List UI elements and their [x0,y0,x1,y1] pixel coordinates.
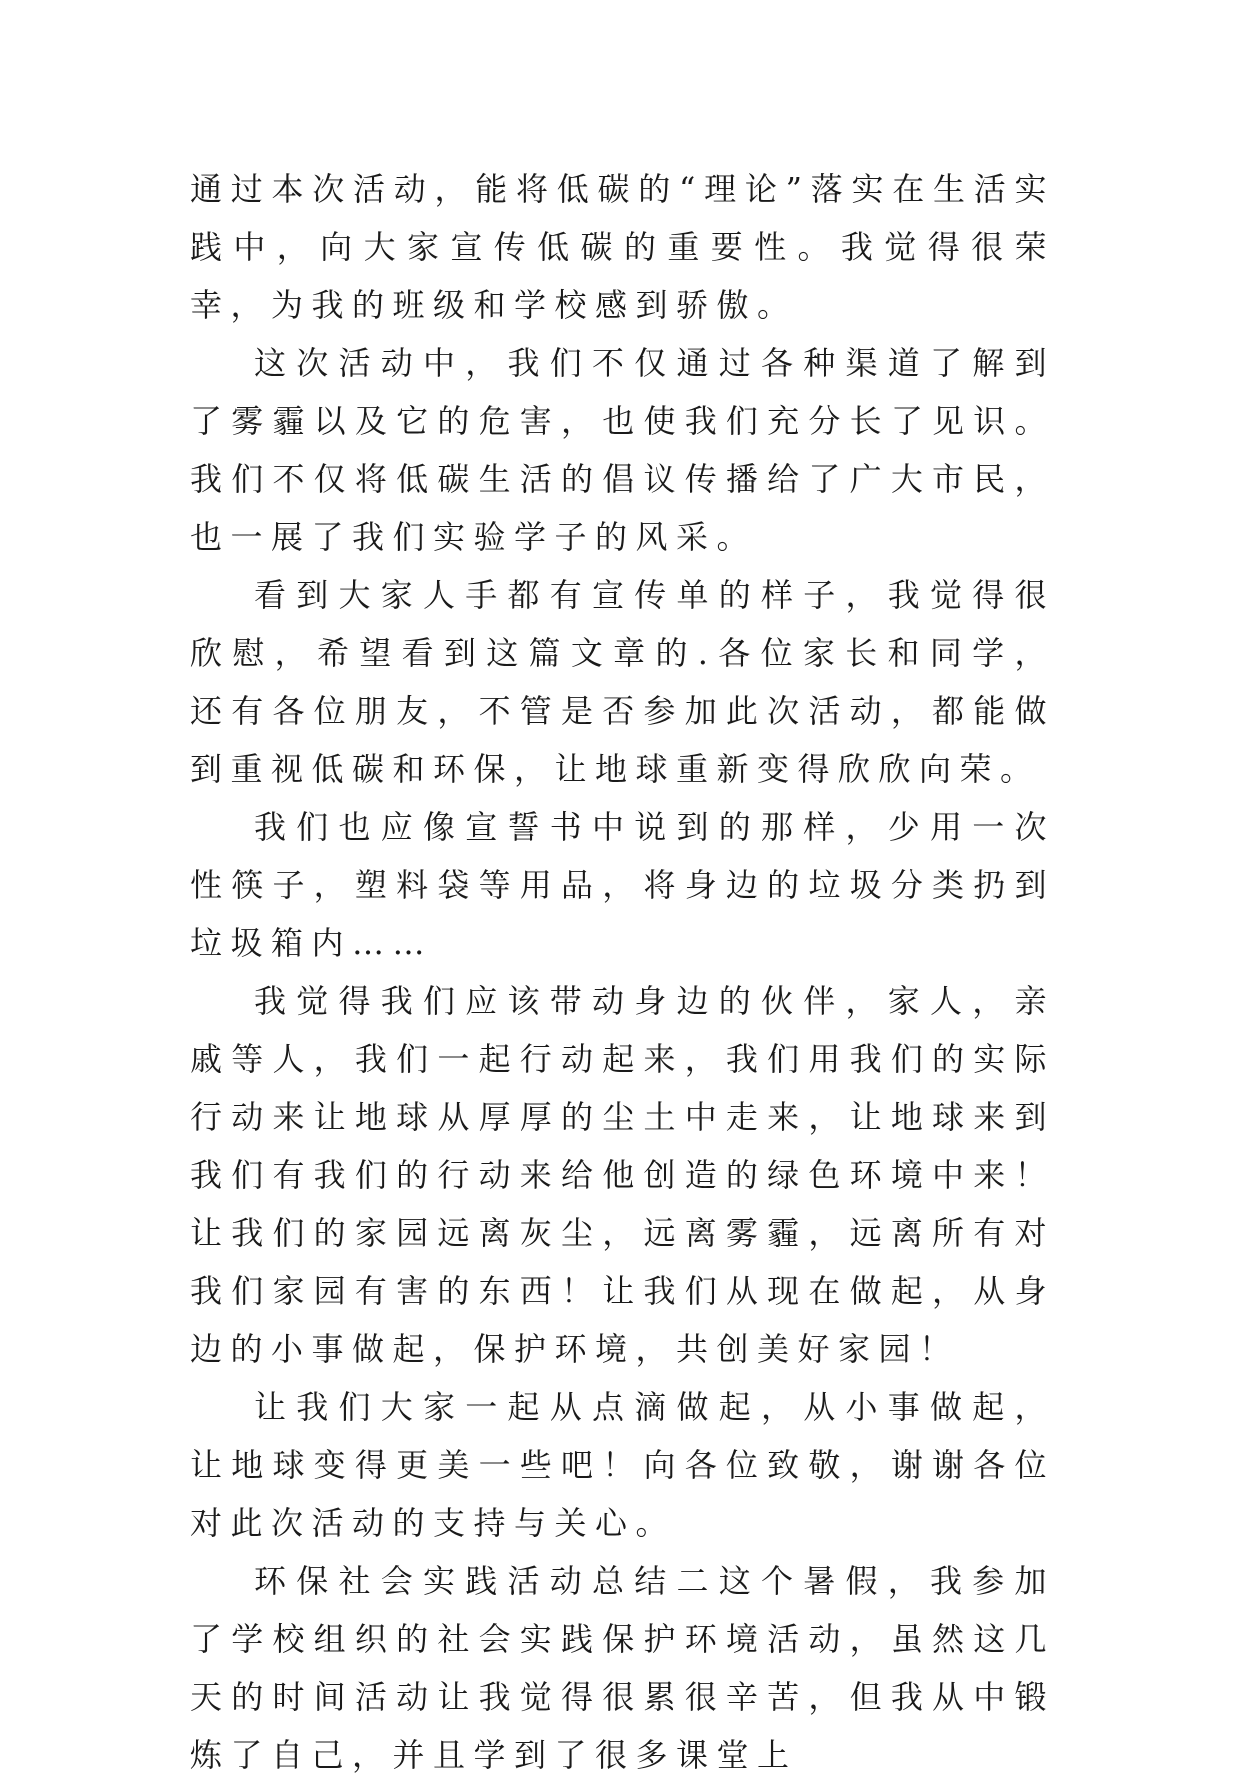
document-body [190,160,1055,1784]
paragraph-7: 环保社会实践活动总结二这个暑假，我参加了学校组织的社会实践保护环境活动，虽然这几天的时间活动让我觉得很累很辛苦，但我从中锻炼了自己，并且学到了很多课堂上 [190,1562,1055,1774]
paragraph-3: 看到大家人手都有宣传单的样子，我觉得很欣慰，希望看到这篇文章的.各位家长和同学，还有各位朋友，不管是否参加此次活动，都能做到重视低碳和环保，让地球重新变得欣欣向荣。 [190,576,1055,788]
paragraph-5: 我觉得我们应该带动身边的伙伴，家人，亲戚等人，我们一起行动起来，我们用我们的实际行动来让地球从厚厚的尘土中走来，让地球来到我们有我们的行动来给他创造的绿色环境中来！让我们的家园远离灰尘，远离雾霾，远离所有对我们家园有害的东西！让我们从现在做起，从身边的小事做起，保护环境，共创美好家园！ [190,982,1055,1368]
paragraph-1: 通过本次活动，能将低碳的“理论”落实在生活实践中，向大家宣传低碳的重要性。我觉得很荣幸，为我的班级和学校感到骄傲。 [190,170,1055,324]
paragraph-6: 让我们大家一起从点滴做起，从小事做起，让地球变得更美一些吧！向各位致敬，谢谢各位对此次活动的支持与关心。 [190,1388,1055,1542]
paragraph-2: 这次活动中，我们不仅通过各种渠道了解到了雾霾以及它的危害，也使我们充分长了见识。我们不仅将低碳生活的倡议传播给了广大市民，也一展了我们实验学子的风采。 [190,344,1055,556]
paragraph-4: 我们也应像宣誓书中说到的那样，少用一次性筷子，塑料袋等用品，将身边的垃圾分类扔到垃圾箱内…… [190,808,1055,962]
